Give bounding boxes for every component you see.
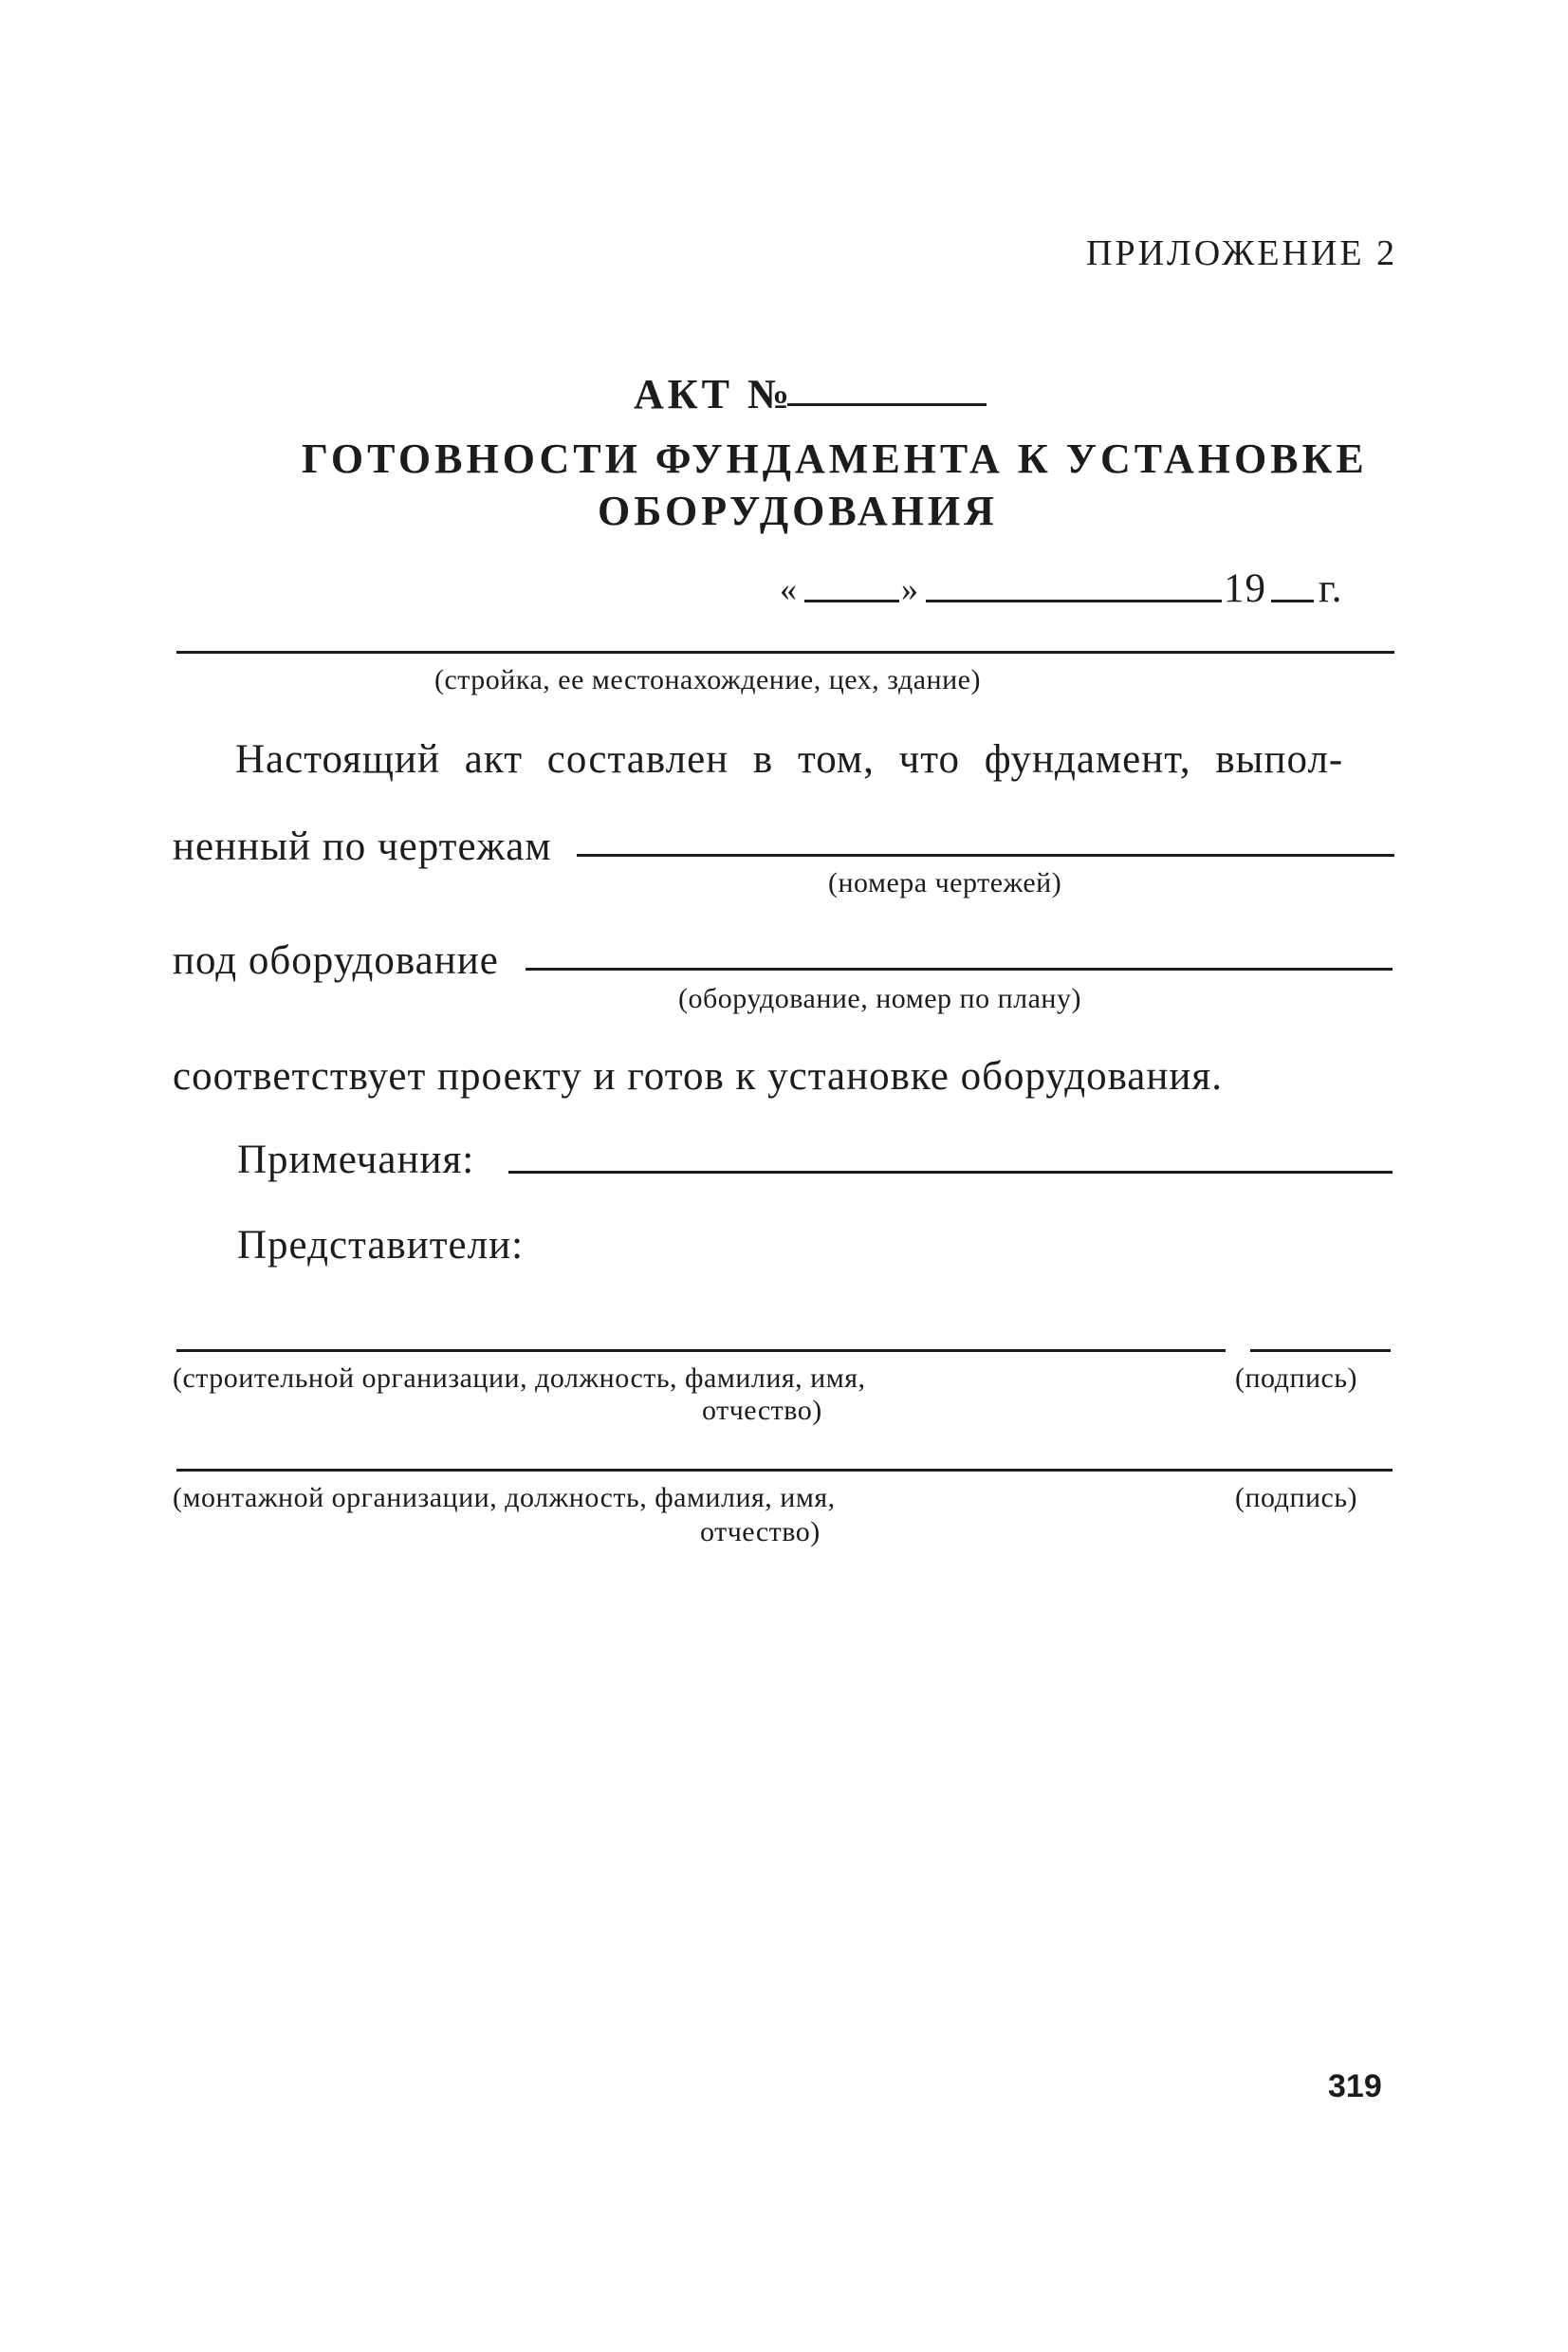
signature-2-name-field[interactable]: [176, 1469, 1393, 1472]
intro-paragraph: Настоящий акт составлен в том, что фундамент, выпол-: [235, 737, 1344, 782]
notes-field[interactable]: [508, 1171, 1393, 1174]
equipment-label: под оборудование: [173, 938, 499, 983]
date-year-field[interactable]: [1271, 600, 1314, 602]
date-day-field[interactable]: [804, 600, 899, 602]
date-month-field[interactable]: [926, 600, 1222, 602]
drawings-field[interactable]: [577, 854, 1394, 857]
drawings-caption: (номера чертежей): [828, 867, 1062, 898]
signature-1-name-field[interactable]: [176, 1349, 1226, 1352]
site-field[interactable]: [176, 651, 1394, 654]
equipment-caption: (оборудование, номер по плану): [678, 983, 1081, 1014]
date-close-quote: »: [901, 570, 919, 608]
drawings-label: ненный по чертежам: [173, 824, 552, 869]
signature-1-caption: (строительной организации, должность, фамилия, имя,: [173, 1362, 866, 1394]
appendix-label: ПРИЛОЖЕНИЕ 2: [1086, 233, 1398, 273]
signature-2-caption: (монтажной организации, должность, фамилия, имя,: [173, 1482, 836, 1513]
act-number-label: АКТ №: [634, 371, 794, 417]
act-number-field[interactable]: [787, 403, 987, 406]
representatives-label: Представители:: [237, 1223, 525, 1268]
signature-2-sign-caption: (подпись): [1235, 1482, 1358, 1513]
equipment-field[interactable]: [526, 968, 1393, 971]
notes-label: Примечания:: [237, 1138, 475, 1182]
page-number: 319: [1328, 2068, 1382, 2104]
signature-1-sign-caption: (подпись): [1235, 1362, 1358, 1394]
act-title-line1: ГОТОВНОСТИ ФУНДАМЕНТА К УСТАНОВКЕ: [302, 435, 1368, 482]
signature-1-sign-field[interactable]: [1250, 1349, 1391, 1352]
date-open-quote: «: [780, 570, 798, 608]
site-caption: (стройка, ее местонахождение, цех, здание): [434, 664, 981, 695]
date-year-prefix: 19: [1224, 566, 1266, 611]
signature-1-caption-cont: отчество): [702, 1395, 822, 1426]
date-year-suffix: г.: [1319, 566, 1343, 611]
conclusion-text: соответствует проекту и готов к установке оборудования.: [173, 1054, 1223, 1099]
signature-2-caption-cont: отчество): [700, 1516, 821, 1547]
act-title-line2: ОБОРУДОВАНИЯ: [598, 488, 998, 534]
